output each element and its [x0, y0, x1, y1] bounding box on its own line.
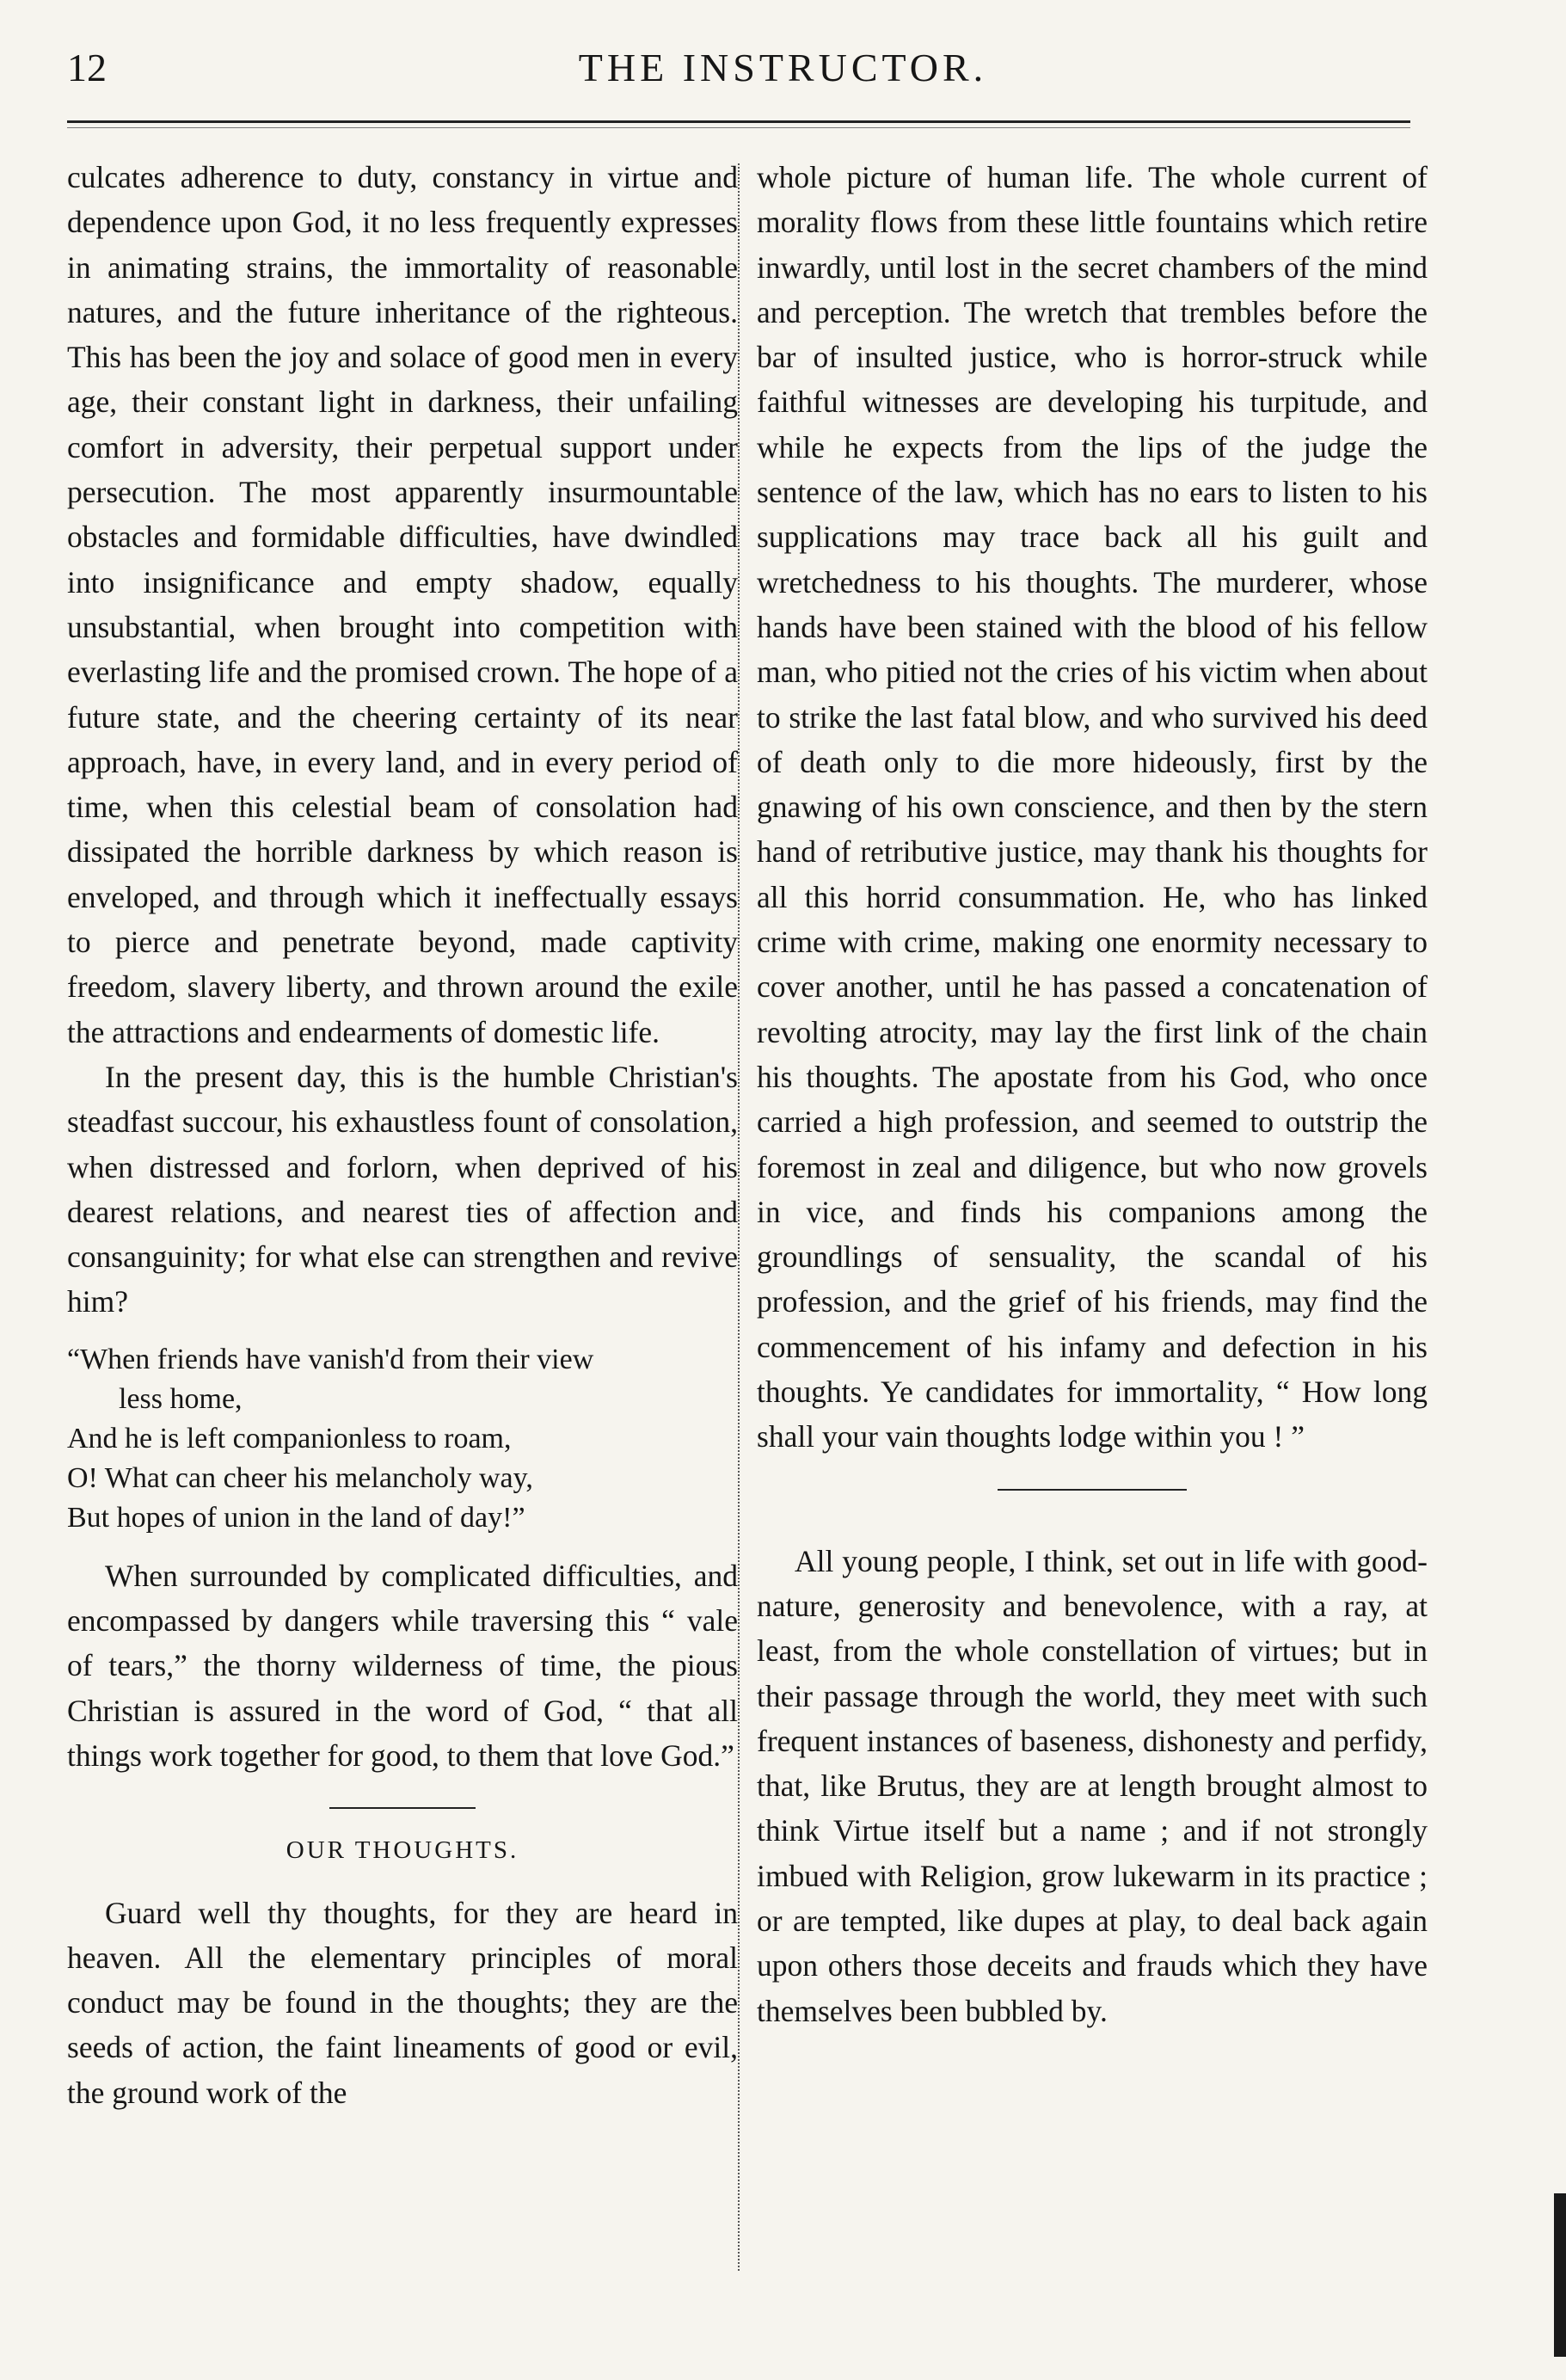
left-paragraph-2: In the present day, this is the humble Christian's steadfast succour, his exhaustless fount of consolation, when distressed and forlorn, when deprived of his dearest relations, and nearest ties of affection and consanguinity; for what else can strengthen and revive him? — [67, 1059, 738, 1319]
column-divider — [738, 163, 740, 2271]
right-column — [757, 155, 1428, 2033]
page-number: 12 — [67, 46, 107, 89]
right-paragraph-1: whole picture of human life. The whole current of morality flows from these little fountains which retire inwardly, until lost in the secret chambers of the mind and perception. The wretch that trembles before the bar of insulted justice, who is horror-struck while faithful witnesses are developing his turpitude, and while he expects from the lips of the judge the sentence of the law, which has no ears to listen to his supplications may trace back all his guilt and wretchedness to his thoughts. The murderer, whose hands have been stained with the blood of his fellow man, who pitied not the cries of his victim when about to strike the last fatal blow, and who survived his deed of death only to die more hideously, first by the gnawing of his own conscience, and then by the stern hand of retributive justice, may thank his thoughts for all this horrid consummation. He, who has linked crime with crime, making one enormity necessary to cover another, until he has passed a concatenation of revolting atrocity, may lay the first link of the chain his thoughts. The apostate from his God, who once carried a high profession, and seemed to outstrip the foremost in zeal and diligence, but who now grovels in vice, and finds his companions among the groundlings of sensuality, the scandal of his profession, and the grief of his friends, may find the commencement of his infamy and defection in his thoughts. Ye candidates for immortality, “ How long shall your vain thoughts lodge within you ! ” — [757, 160, 1428, 1454]
verse-quotation — [67, 1340, 738, 1538]
left-paragraph-1: culcates adherence to duty, constancy in virtue and dependence upon God, it no less frequently expresses in animating strains, the immortality of reasonable natures, and the future inheritance of the righteous. This has been the joy and solace of good men in every age, their constant light in darkness, their unfailing comfort in adversity, their perpetual support under persecution. The most apparently insurmountable obstacles and formidable difficulties, have dwindled into insignificance and empty shadow, equally unsubstantial, when brought into competition with everlasting life and the promised crown. The hope of a future state, and the cheering certainty of its near approach, have, in every land, and in every period of time, when this celestial beam of consolation had dissipated the horrible darkness by which reason is enveloped, and through which it ineffectually essays to pierce and penetrate beyond, made captivity freedom, slavery liberty, and thrown around the exile the attractions and endearments of domestic life. — [67, 160, 738, 1049]
header-rule — [67, 120, 1410, 123]
section-heading: OUR THOUGHTS. — [286, 1836, 519, 1865]
verse-line-5: But hopes of union in the land of day!” — [67, 1501, 525, 1534]
verse-line-3: And he is left companionless to roam, — [67, 1422, 512, 1454]
left-paragraph-3: When surrounded by complicated difficulties, and encompassed by dangers while traversing this “ vale of tears,” the thorny wilderness of time, the pious Christian is assured in the word of God, “ that all things work together for good, to them that love God.” — [67, 1558, 738, 1773]
page-edge-shadow — [1554, 2193, 1566, 2357]
right-paragraph-2: All young people, I think, set out in life with good-nature, generosity and benevolence, with a ray, at least, from the whole constellation of virtues; but in their passage through the world, they meet with such frequent instances of baseness, dishonesty and perfidy, that, like Brutus, they are at length brought almost to think Virtue itself but a name ; and if not strongly imbued with Religion, grow lukewarm in its practice ; or are tempted, like dupes at play, to deal back again upon others those deceits and frauds which they have themselves been bubbled by. — [757, 1543, 1428, 2028]
running-title: THE INSTRUCTOR. — [578, 46, 988, 89]
header-rule-thin — [67, 127, 1410, 128]
verse-line-1: “When friends have vanish'd from their view — [67, 1343, 594, 1375]
verse-line-2: less home, — [119, 1382, 243, 1415]
left-column — [67, 155, 738, 2115]
page-header — [0, 0, 1566, 129]
spacer — [757, 1510, 1428, 1539]
left-paragraph-4: Guard well thy thoughts, for they are heard in heaven. All the elementary principles of moral conduct may be found in the thoughts; they are the seeds of action, the faint lineaments of good or evil, the ground work of the — [67, 1895, 738, 2110]
verse-line-4: O! What can cheer his melancholy way, — [67, 1461, 533, 1494]
section-divider — [329, 1807, 476, 1809]
article-divider — [998, 1489, 1187, 1491]
